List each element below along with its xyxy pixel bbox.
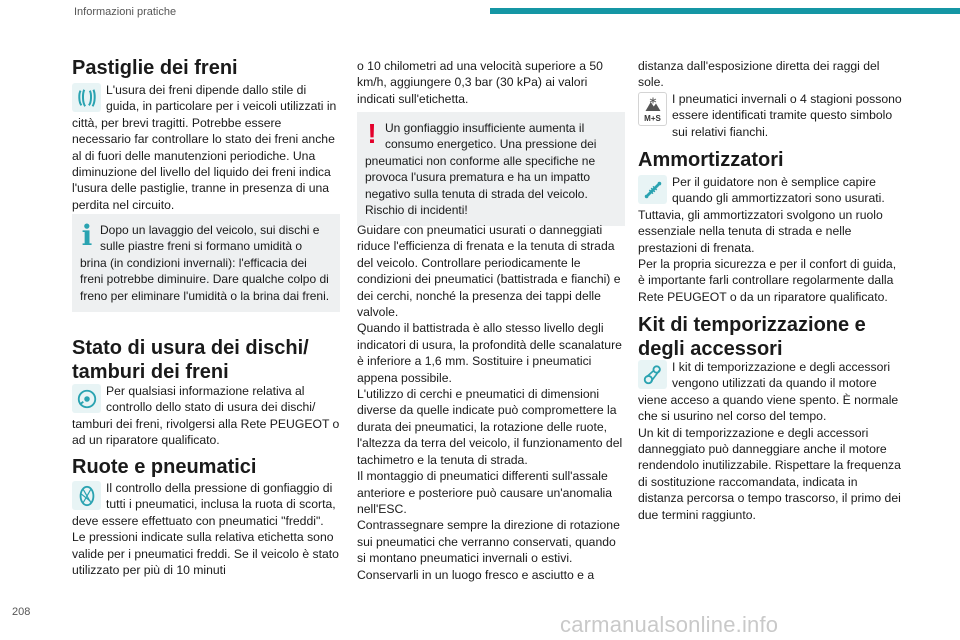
tyre-wear-text-5: Contrassegnare sempre la direzione di rotazione sui pneumatici che verranno conservati, quando si montano pneumatici invernali o estivi. Conservarli in un luogo fresco e asciutto e a [357, 518, 620, 582]
section-title: Informazioni pratiche [74, 6, 177, 18]
timing-kit-block [638, 359, 906, 523]
info-icon: i [81, 219, 93, 252]
winter-tyre-text: I pneumatici invernali o 4 stagioni possono essere identificati tramite questo simbolo sui relativi fianchi. [672, 92, 902, 139]
warning-note-text: Un gonfiaggio insufficiente aumenta il consumo energetico. Una pressione dei pneumatici non conforme alle specifiche ne provoca l'usura prematura e ha un impatto negativo sulla tenuta di strada del veicolo. Rischio di incidenti! [365, 121, 597, 218]
timing-kit-text-2: Un kit di temporizzazione e degli accessori danneggiato può danneggiare anche il motore rendendolo inutilizzabile. Rispettare la frequenza di sostituzione raccomandata, indicata in distanza percorsa o tempo trascorso, il primo dei due termini raggiunto. [638, 425, 901, 522]
disc-wear-text: Per qualsiasi informazione relativa al controllo dello stato di usura dei dischi/ tamburi dei freni, rivolgersi alla Rete PEUGEOT o ad un riparatore qualificato. [72, 384, 340, 448]
heading-wheels-tyres: Ruote e pneumatici [72, 456, 257, 478]
shock-absorbers-text-2: Per la propria sicurezza e per il confort di guida, è importante farli controllare regolarmente dalla Rete PEUGEOT o da un riparatore qualificato. [638, 257, 897, 304]
wheels-text: Il controllo della pressione di gonfiaggio di tutti i pneumatici, inclusa la ruota di scorta, deve essere effettuato con pneumatici "freddi". Le pressioni indicate sulla relativa etichetta sono valide per i pneumatici freddi. Se il veicolo è stato utilizzato per più di 10 minuti [72, 481, 339, 578]
brake-pad-icon [72, 83, 101, 112]
timing-kit-text-1: I kit di temporizzazione e degli accessori vengono utilizzati da quando il motore viene acceso a quando viene spento. È normale che si usurino nel corso del tempo. [638, 360, 899, 424]
tyre-wear-text-4: Il montaggio di pneumatici differenti sull'assale anteriore e posteriore può causare un'anomalia nell'ESC. [357, 469, 613, 516]
timing-belt-icon [638, 360, 667, 389]
tyre-wear-section [357, 222, 625, 583]
page-number: 208 [12, 606, 31, 618]
info-note-moisture [72, 214, 340, 312]
header-accent-bar [490, 8, 960, 14]
pressure-continuation-text: o 10 chilometri ad una velocità superiore a 50 km/h, aggiungere 0,3 bar (30 kPa) ai valori indicati sull'etichetta. [357, 59, 603, 106]
heading-disc-wear: Stato di usura dei dischi/ tamburi dei freni [72, 337, 309, 383]
brake-disc-icon [72, 384, 101, 413]
tyre-wear-text-3: L'utilizzo di cerchi e pneumatici di dimensioni diverse da quelle indicate può compromettere la durata dei pneumatici, la rotazione delle ruote, l'altezza da terra del veicolo, il funzionamento del tachimetro e la tenuta di strada. [357, 387, 623, 467]
shock-absorbers-block [638, 174, 906, 305]
disc-wear-block [72, 383, 340, 449]
warning-icon: ! [367, 118, 377, 149]
tyre-wear-text-2: Quando il battistrada è allo stesso livello degli indicatori di usura, la profondità delle scanalature è inferiore a 1,6 mm. Sostituire i pneumatici appena possibile. [357, 321, 622, 385]
tyre-icon [72, 481, 101, 510]
sun-continuation-text: distanza dall'esposizione diretta dei raggi del sole. [638, 59, 880, 90]
heading-brake-pads: Pastiglie dei freni [72, 57, 238, 79]
heading-shock-absorbers: Ammortizzatori [638, 149, 784, 171]
shock-absorbers-text-1: Per il guidatore non è semplice capire quando gli ammortizzatori sono usurati. Tuttavia, gli ammortizzatori svolgono un ruolo essenziale nella tenuta di strada e nelle prestazioni di frenata. [638, 175, 885, 255]
mountain-snowflake-icon [638, 92, 667, 126]
info-note-text: Dopo un lavaggio del veicolo, sui dischi e sulle piastre freni si formano umidità o brina (in condizioni invernali): l'efficacia dei freni potrebbe diminuire. Dare qualche colpo di freno per eliminare l'umidità o la brina dai freni. [80, 223, 330, 303]
wheels-block [72, 480, 340, 578]
heading-timing-kit: Kit di temporizzazione e degli accessori [638, 314, 866, 360]
winter-tyre-block [638, 91, 906, 140]
warning-note-pressure [357, 112, 625, 226]
brake-pads-text: L'usura dei freni dipende dallo stile di guida, in particolare per i veicoli utilizzati in città, per brevi tragitti. Potrebbe essere necessario far controllare lo stato dei freni anche al di fuori delle manutenzioni periodiche. Una diminuzione del livello del liquido dei freni indica l'usura delle pastiglie, tranne in presenza di una perdita nel circuito. [72, 83, 337, 212]
brake-pads-block [72, 82, 340, 213]
watermark: carmanualsonline.info [560, 612, 779, 637]
ms-symbol-label: M+S [644, 113, 661, 123]
shock-absorber-icon [638, 175, 667, 204]
tyre-wear-text-1: Guidare con pneumatici usurati o danneggiati riduce l'efficienza di frenata e la tenuta di strada del veicolo. Controllare periodicamente le condizioni dei pneumatici (battistrada e fianchi) e dei cerchi, nonché la presenza dei tappi delle valvole. [357, 223, 621, 320]
